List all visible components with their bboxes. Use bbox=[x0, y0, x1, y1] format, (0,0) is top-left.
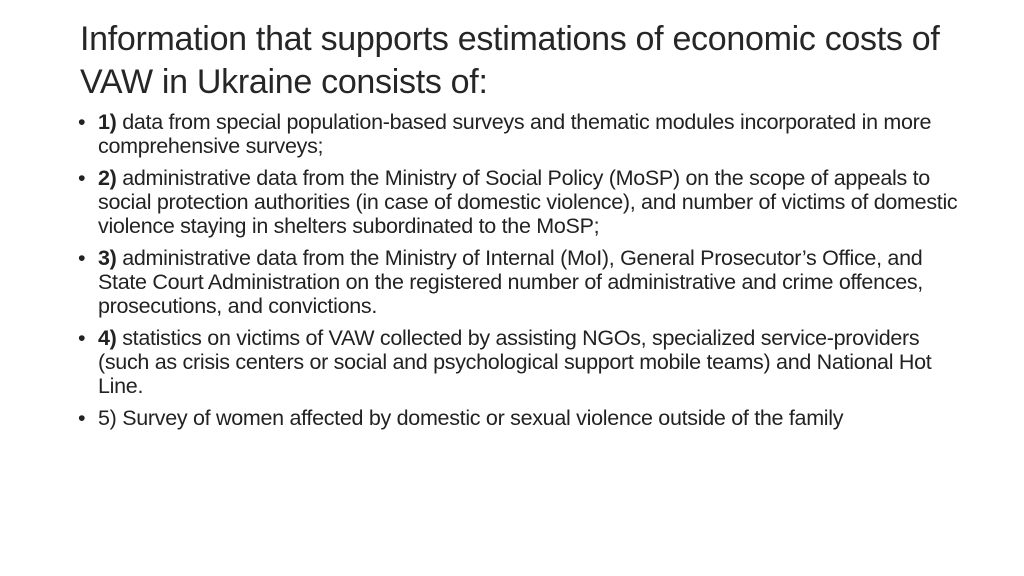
bullet-text: administrative data from the Ministry of Social Policy (MoSP) on the scope of appeals to social protection authorities (in case of domestic violence), and number of victims of domestic violence staying in shelters subordinated to the MoSP; bbox=[98, 166, 958, 238]
bullet-item-2 bbox=[78, 166, 958, 238]
bullet-dot-icon: • bbox=[78, 166, 86, 190]
bullet-number: 1) bbox=[98, 110, 123, 134]
bullet-item-4 bbox=[78, 326, 958, 398]
bullet-dot-icon: • bbox=[78, 406, 86, 430]
bullet-list bbox=[78, 110, 958, 438]
slide-title: Information that supports estimations of economic costs of VAW in Ukraine consists of: bbox=[80, 20, 940, 101]
bullet-dot-icon: • bbox=[78, 326, 86, 350]
bullet-number: 4) bbox=[98, 326, 123, 350]
bullet-item-3 bbox=[78, 246, 958, 318]
bullet-text: administrative data from the Ministry of Internal (MoI), General Prosecutor’s Office, and State Court Administration on the registered number of administrative and crime offences, prosecutions, and convictions. bbox=[98, 246, 923, 318]
bullet-text: 5) Survey of women affected by domestic or sexual violence outside of the family bbox=[98, 406, 844, 430]
bullet-dot-icon: • bbox=[78, 110, 86, 134]
bullet-text: data from special population-based surveys and thematic modules incorporated in more comprehensive surveys; bbox=[98, 110, 932, 158]
bullet-item-1 bbox=[78, 110, 958, 158]
bullet-item-5 bbox=[78, 406, 958, 430]
bullet-dot-icon: • bbox=[78, 246, 86, 270]
bullet-number: 3) bbox=[98, 246, 123, 270]
bullet-number: 2) bbox=[98, 166, 123, 190]
bullet-text: statistics on victims of VAW collected by assisting NGOs, specialized service-providers (such as crisis centers or social and psychological support mobile teams) and National Hot Line. bbox=[98, 326, 932, 398]
